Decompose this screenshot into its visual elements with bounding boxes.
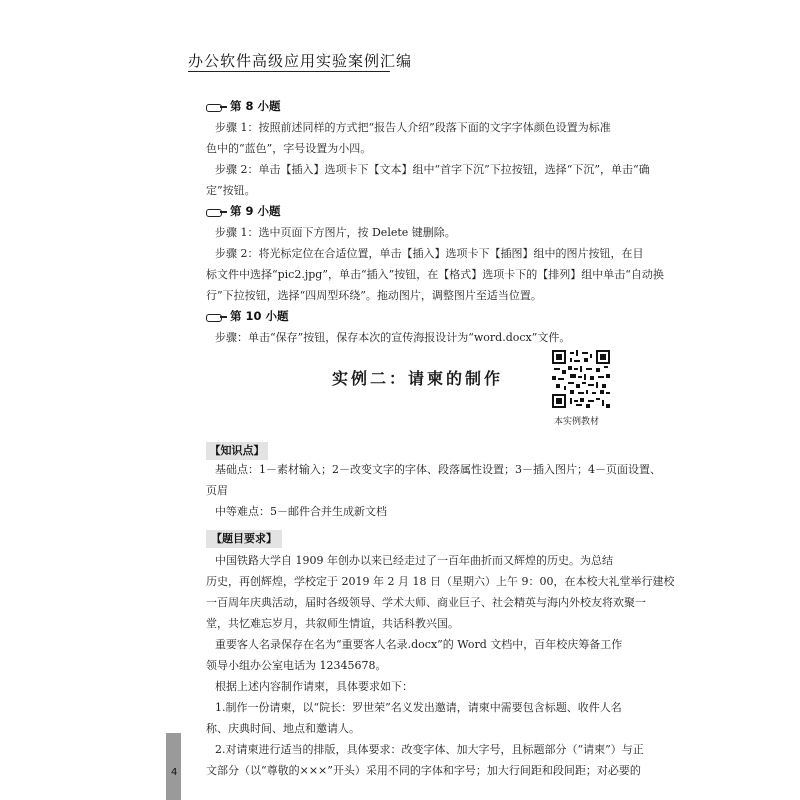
req-line-11: 文部分（以“尊敬的×××”开头）采用不同的字体和字号；加大行间距和段间距；对必要的 <box>206 764 641 777</box>
q8-line-3: 步骤 2：单击【插入】选项卡下【文本】组中“首字下沉”下拉按钮，选择“下沉”，单击“确 <box>215 163 650 176</box>
req-line-7: 根据上述内容制作请柬，具体要求如下： <box>215 680 413 693</box>
qr-caption: 本实例教材 <box>554 417 600 427</box>
knowledge-line-3: 中等难点：5－邮件合并生成新文档 <box>215 505 387 518</box>
q8-line-4: 定”按钮。 <box>206 184 256 197</box>
knowledge-line-1: 基础点：1－素材输入；2－改变文字的字体、段落属性设置；3－插入图片；4－页面设置、 <box>215 463 661 476</box>
q9-line-1: 步骤 1：选中页面下方图片，按 Delete 键删除。 <box>215 226 456 239</box>
req-line-8: 1.制作一份请柬，以“院长：罗世荣”名义发出邀请，请柬中需要包含标题、收件人名 <box>215 701 622 714</box>
qr-code-icon[interactable] <box>552 350 610 408</box>
q8-heading-text: 第 8 小题 <box>230 99 281 113</box>
req-line-6: 领导小组办公室电话为 12345678。 <box>206 659 387 672</box>
q8-line-2: 色中的“蓝色”，字号设置为小四。 <box>206 142 372 155</box>
q9-line-4: 行”下拉按钮，选择“四周型环绕”。拖动图片，调整图片至适当位置。 <box>206 289 542 302</box>
req-line-3: 一百周年庆典活动，届时各级领导、学术大师、商业巨子、社会精英与海内外校友将欢聚一 <box>206 596 646 609</box>
q8-line-1: 步骤 1：按照前述同样的方式把“报告人介绍”段落下面的文字字体颜色设置为标准 <box>215 121 611 134</box>
req-line-4: 堂，共忆难忘岁月，共叙师生情谊，共话科教兴国。 <box>206 617 459 630</box>
knowledge-tag: 【知识点】 <box>206 442 268 460</box>
req-line-2: 历史，再创辉煌，学校定于 2019 年 2 月 18 日（星期六）上午 9：00，在本校大礼堂举行建校 <box>206 575 675 588</box>
q9-line-2: 步骤 2：将光标定位在合适位置，单击【插入】选项卡下【插图】组中的图片按钮，在目 <box>215 247 644 260</box>
q8-heading <box>206 98 281 114</box>
section-title: 实例二：请柬的制作 <box>332 369 504 388</box>
q10-line-1: 步骤：单击“保存”按钮，保存本次的宣传海报设计为“word.docx”文件。 <box>215 331 571 344</box>
q9-heading-text: 第 9 小题 <box>230 204 281 218</box>
req-line-10: 2.对请柬进行适当的排版，具体要求：改变字体、加大字号，且标题部分（“请柬”）与正 <box>215 743 644 756</box>
q9-heading <box>206 203 281 219</box>
header-rule <box>188 71 390 72</box>
pointing-hand-icon <box>206 102 228 112</box>
knowledge-line-2: 页眉 <box>206 484 228 497</box>
header-title: 办公软件高级应用实验案例汇编 <box>188 52 413 70</box>
q9-line-3: 标文件中选择“pic2.jpg”，单击“插入”按钮，在【格式】选项卡下的【排列】组中单击“自动换 <box>206 268 664 281</box>
running-header <box>188 46 413 72</box>
q10-heading <box>206 308 289 324</box>
req-line-9: 称、庆典时间、地点和邀请人。 <box>206 722 360 735</box>
pointing-hand-icon <box>206 312 228 322</box>
pointing-hand-icon <box>206 207 228 217</box>
q10-heading-text: 第 10 小题 <box>230 309 289 323</box>
requirements-tag: 【题目要求】 <box>206 530 282 548</box>
req-line-5: 重要客人名录保存在名为“重要客人名录.docx”的 Word 文档中，百年校庆筹备工作 <box>215 638 623 651</box>
page-number: 4 <box>171 767 178 778</box>
req-line-1: 中国铁路大学自 1909 年创办以来已经走过了一百年曲折而又辉煌的历史。为总结 <box>215 554 613 567</box>
